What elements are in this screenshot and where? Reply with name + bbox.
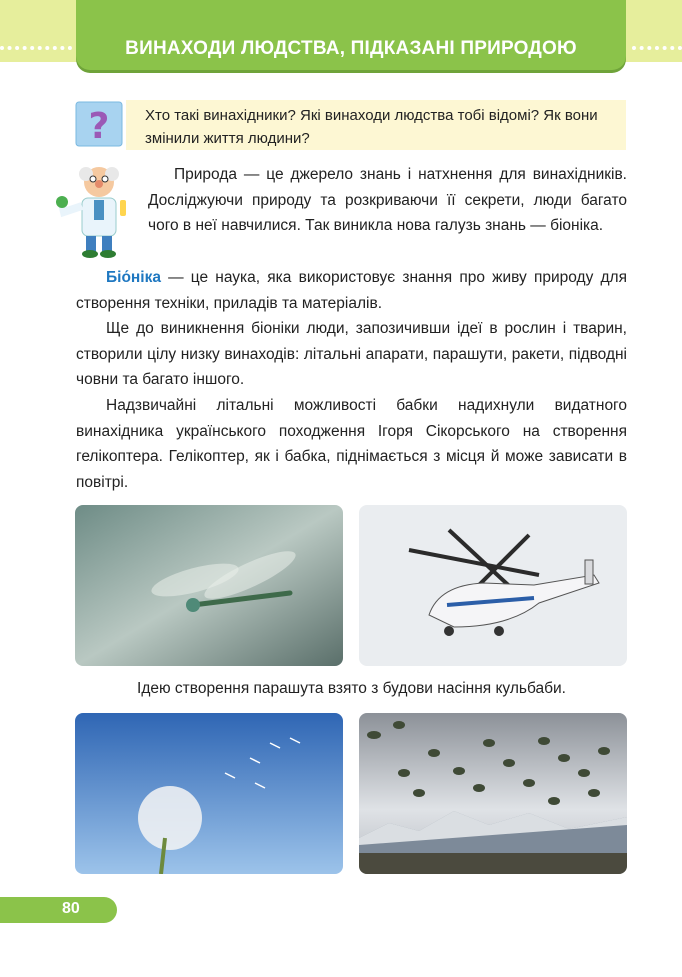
definition-text: — це наука, яка використовує знання про живу природу для створення техніки, приладів та матеріалів. [76,269,627,312]
helicopter-photo [359,505,627,666]
question-mark-icon [74,100,124,148]
header-dots-left [0,46,72,54]
dandelion-parachute-paragraph: Ідею створення парашута взято з будови насіння кульбаби. [137,680,566,697]
scientist-mascot-illustration [54,160,144,260]
paragraph-inventions: Ще до виникнення біоніки люди, запозичивши ідеї в рослин і тварин, створили цілу низку винаходів: літальні апарати, парашути, ракети, підводні човни та багато іншого. [76,320,627,388]
intro-paragraph: Природа — це джерело знань і натхнення для винахідників. Досліджуючи природу та розкриваючи її секрети, люди багато чого в неї навчилися. Так виникла нова галузь знань — біоніка. [148,166,627,234]
definition-term: Біо́ніка [106,269,161,286]
question-text: Хто такі винахідники? Які винаходи людства тобі відомі? Як вони змінили життя людини? [145,107,598,147]
page-title: ВИНАХОДИ ЛЮДСТВА, ПІДКАЗАНІ ПРИРОДОЮ [125,38,577,59]
dandelion-photo [75,713,343,874]
page-number-tab [0,897,117,923]
parachutes-photo [359,713,627,874]
svg-text:?: ? [88,106,110,147]
page-number: 80 [62,900,80,917]
paragraph-sikorsky: Надзвичайні літальні можливості бабки надихнули видатного винахідника українського походження Ігоря Сікорського на створення гелікоптера. Гелікоптер, як і бабка, піднімається з місця й може зависати в повітрі. [76,397,627,491]
header-dots-right [632,46,682,54]
definition-paragraph [76,265,627,316]
dragonfly-photo [75,505,343,666]
